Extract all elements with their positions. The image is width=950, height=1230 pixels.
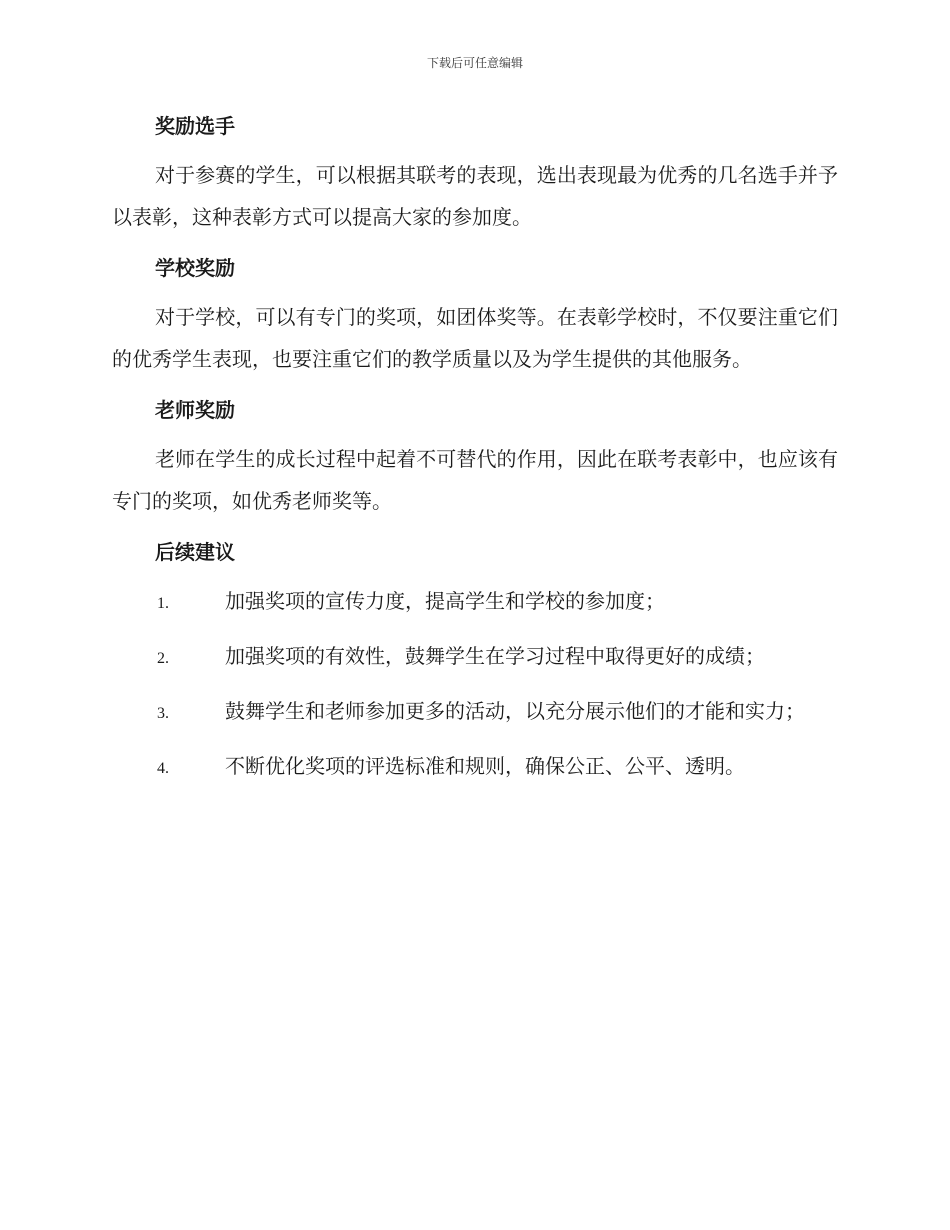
list-item — [112, 580, 838, 625]
section-heading-teacher: 老师奖励 — [155, 398, 235, 422]
list-item-number: 4. — [157, 760, 169, 777]
suggestions-list — [112, 580, 838, 790]
list-item — [112, 690, 838, 735]
list-item-text: 不断优化奖项的评选标准和规则，确保公正、公平、透明。 — [225, 754, 745, 778]
list-item-number: 3. — [157, 705, 169, 722]
section-heading-athletes: 奖励选手 — [155, 114, 235, 138]
list-item-text: 加强奖项的有效性，鼓舞学生在学习过程中取得更好的成绩； — [225, 644, 765, 668]
list-item-number: 2. — [157, 650, 169, 667]
section-paragraph-teacher: 老师在学生的成长过程中起着不可替代的作用，因此在联考表彰中，也应该有专门的奖项，如优秀老师奖等。 — [112, 447, 838, 513]
section-heading-school: 学校奖励 — [155, 256, 235, 280]
document-body — [112, 110, 838, 800]
list-item — [112, 635, 838, 680]
list-item-text: 加强奖项的宣传力度，提高学生和学校的参加度； — [225, 589, 665, 613]
page-header: 下载后可任意编辑 — [426, 56, 523, 70]
section-paragraph-school: 对于学校，可以有专门的奖项，如团体奖等。在表彰学校时，不仅要注重它们的优秀学生表现，也要注重它们的教学质量以及为学生提供的其他服务。 — [112, 305, 838, 371]
list-item-text: 鼓舞学生和老师参加更多的活动，以充分展示他们的才能和实力； — [225, 699, 805, 723]
list-item-number: 1. — [157, 595, 169, 612]
suggestions-heading: 后续建议 — [155, 540, 235, 564]
section-paragraph-athletes: 对于参赛的学生，可以根据其联考的表现，选出表现最为优秀的几名选手并予以表彰，这种表彰方式可以提高大家的参加度。 — [112, 163, 838, 229]
list-item — [112, 745, 838, 790]
